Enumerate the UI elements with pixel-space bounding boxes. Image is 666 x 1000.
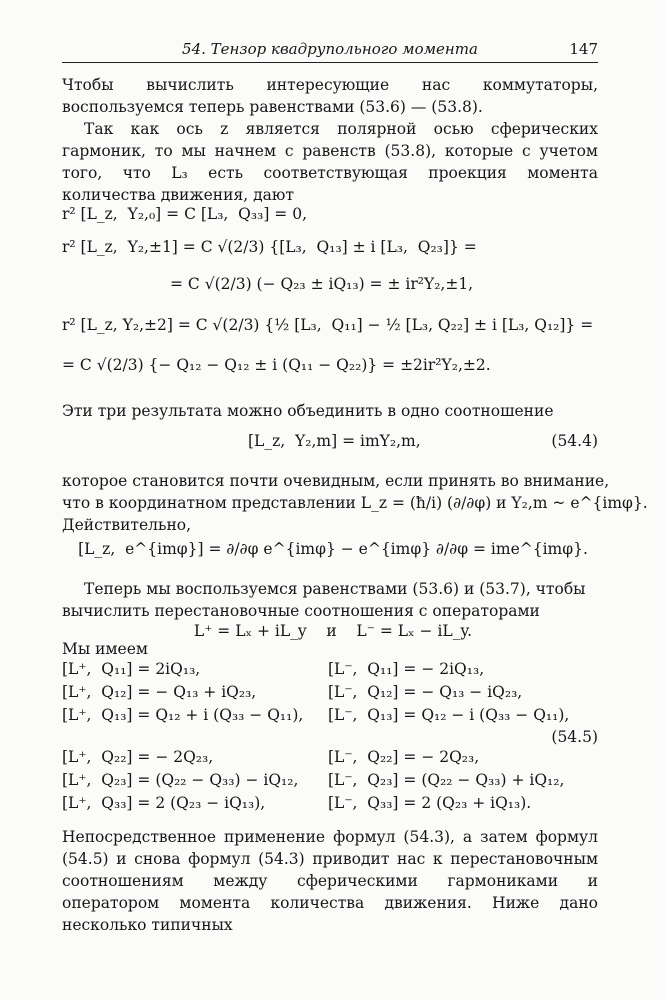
text-we-have: Мы имеем (62, 640, 148, 658)
text-line: что в координатном представлении L_z = (ħ/i) (∂/∂φ) и Y₂,m ~ e^{imφ}. (62, 494, 648, 512)
commutator-lplus-q23: [L⁺, Q₂₃] = (Q₂₂ − Q₃₃) − iQ₁₂, (62, 771, 299, 789)
running-title: 54. Тензор квадрупольного момента (182, 40, 478, 58)
equation-lz-y2pm2-result: = C √(2/3) {− Q₁₂ − Q₁₂ ± i (Q₁₁ − Q₂₂)} = ±2ir²Y₂,±2. (62, 356, 491, 374)
equation-lz-y2pm1-result: = C √(2/3) (− Q₂₃ ± iQ₁₃) = ± ir²Y₂,±1, (170, 275, 474, 293)
equation-label-54-4: (54.4) (551, 432, 598, 450)
text-line: Действительно, (62, 516, 192, 534)
equation-lz-y20: r² [L_z, Y₂,₀] = C [L₃, Q₃₃] = 0, (62, 205, 307, 223)
equation-lz-y2pm1: r² [L_z, Y₂,±1] = C √(2/3) {[L₃, Q₁₃] ± i [L₃, Q₂₃]} = (62, 238, 477, 256)
paragraph-combine: Эти три результата можно объединить в одно соотношение (62, 402, 554, 420)
commutator-lminus-q23: [L⁻, Q₂₃] = (Q₂₂ − Q₃₃) + iQ₁₂, (328, 771, 565, 789)
text-line: Теперь мы воспользуемся равенствами (53.6) и (53.7), чтобы (84, 580, 586, 598)
commutator-lminus-q11: [L⁻, Q₁₁] = − 2iQ₁₃, (328, 660, 485, 678)
equation-ladder-operators: L⁺ = Lₓ + iL_y и L⁻ = Lₓ − iL_y. (193, 622, 473, 640)
paragraph-application: Непосредственное применение формул (54.3), а затем формул (54.5) и снова формул (54.3) приводит нас к перестановочным соотношениям между сферическими гармониками и оператором момента количества движения. Ниже дано несколько типичных (62, 828, 598, 934)
commutator-lminus-q22: [L⁻, Q₂₂] = − 2Q₂₃, (328, 748, 480, 766)
commutator-lplus-q33: [L⁺, Q₃₃] = 2 (Q₂₃ − iQ₁₃), (62, 794, 266, 812)
text-line: которое становится почти очевидным, если принять во внимание, (62, 472, 610, 490)
equation-derivative: [L_z, e^{imφ}] = ∂/∂φ e^{imφ} − e^{imφ} ∂/∂φ = ime^{imφ}. (78, 540, 588, 558)
paragraph-intro: Чтобы вычислить интересующие нас коммутаторы, воспользуемся теперь равенствами (53.6) — (53.8). (62, 76, 598, 116)
commutator-lminus-q12: [L⁻, Q₁₂] = − Q₁₃ − iQ₂₃, (328, 683, 523, 701)
equation-lz-y2pm2: r² [L_z, Y₂,±2] = C √(2/3) {½ [L₃, Q₁₁] − ½ [L₃, Q₂₂] ± i [L₃, Q₁₂]} = (62, 316, 594, 334)
commutator-lminus-q33: [L⁻, Q₃₃] = 2 (Q₂₃ + iQ₁₃). (328, 794, 532, 812)
commutator-lplus-q13: [L⁺, Q₁₃] = Q₁₂ + i (Q₃₃ − Q₁₁), (62, 706, 304, 724)
commutator-lplus-q11: [L⁺, Q₁₁] = 2iQ₁₃, (62, 660, 201, 678)
page-number: 147 (569, 40, 598, 58)
commutator-lminus-q13: [L⁻, Q₁₃] = Q₁₂ − i (Q₃₃ − Q₁₁), (328, 706, 570, 724)
commutator-lplus-q22: [L⁺, Q₂₂] = − 2Q₂₃, (62, 748, 214, 766)
running-header (62, 38, 598, 63)
equation-label-54-5: (54.5) (551, 728, 598, 746)
equation-54-4: [L_z, Y₂,m] = imY₂,m, (248, 432, 421, 450)
paragraph-polar-axis: Так как ось z является полярной осью сферических гармоник, то мы начнем с равенств (53.8), которые с учетом того, что L₃ есть соответствующая проекция момента количества движения, дают (62, 120, 598, 204)
text-line: вычислить перестановочные соотношения с операторами (62, 602, 540, 620)
commutator-lplus-q12: [L⁺, Q₁₂] = − Q₁₃ + iQ₂₃, (62, 683, 257, 701)
